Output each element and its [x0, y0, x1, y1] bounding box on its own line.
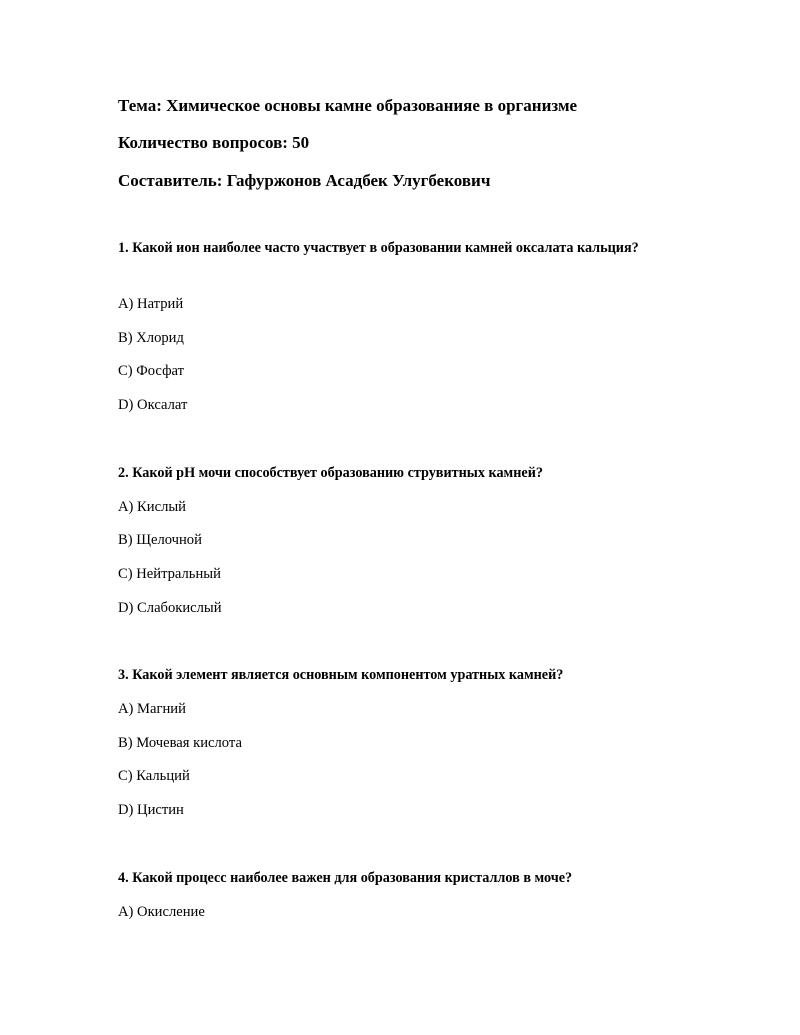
- question-2-text: 2. Какой pH мочи способствует образованию струвитных камней?: [118, 465, 543, 481]
- question-3-option-b: B) Мочевая кислота: [118, 735, 242, 751]
- question-3-text: 3. Какой элемент является основным компонентом уратных камней?: [118, 667, 564, 683]
- question-3-option-d: D) Цистин: [118, 802, 184, 818]
- question-2-option-a: A) Кислый: [118, 499, 186, 515]
- question-count-heading: Количество вопросов: 50: [118, 133, 310, 152]
- question-1-option-d: D) Оксалат: [118, 397, 188, 413]
- question-3-option-a: A) Магний: [118, 701, 186, 717]
- question-3-option-c: C) Кальций: [118, 768, 190, 784]
- question-1-option-a: A) Натрий: [118, 296, 184, 312]
- question-1-option-b: B) Хлорид: [118, 330, 184, 346]
- question-1-option-c: C) Фосфат: [118, 363, 185, 379]
- question-2-option-c: C) Нейтральный: [118, 566, 221, 582]
- question-1-text: 1. Какой ион наиболее часто участвует в образовании камней оксалата кальция?: [118, 240, 639, 256]
- question-2-option-d: D) Слабокислый: [118, 600, 222, 616]
- question-4-option-a: A) Окисление: [118, 904, 205, 920]
- topic-heading: Тема: Химическое основы камне образованияе в организме: [118, 96, 578, 115]
- question-2-option-b: B) Щелочной: [118, 532, 202, 548]
- question-4-text: 4. Какой процесс наиболее важен для образования кристаллов в моче?: [118, 870, 573, 886]
- author-heading: Составитель: Гафуржонов Асадбек Улугбекович: [118, 171, 491, 190]
